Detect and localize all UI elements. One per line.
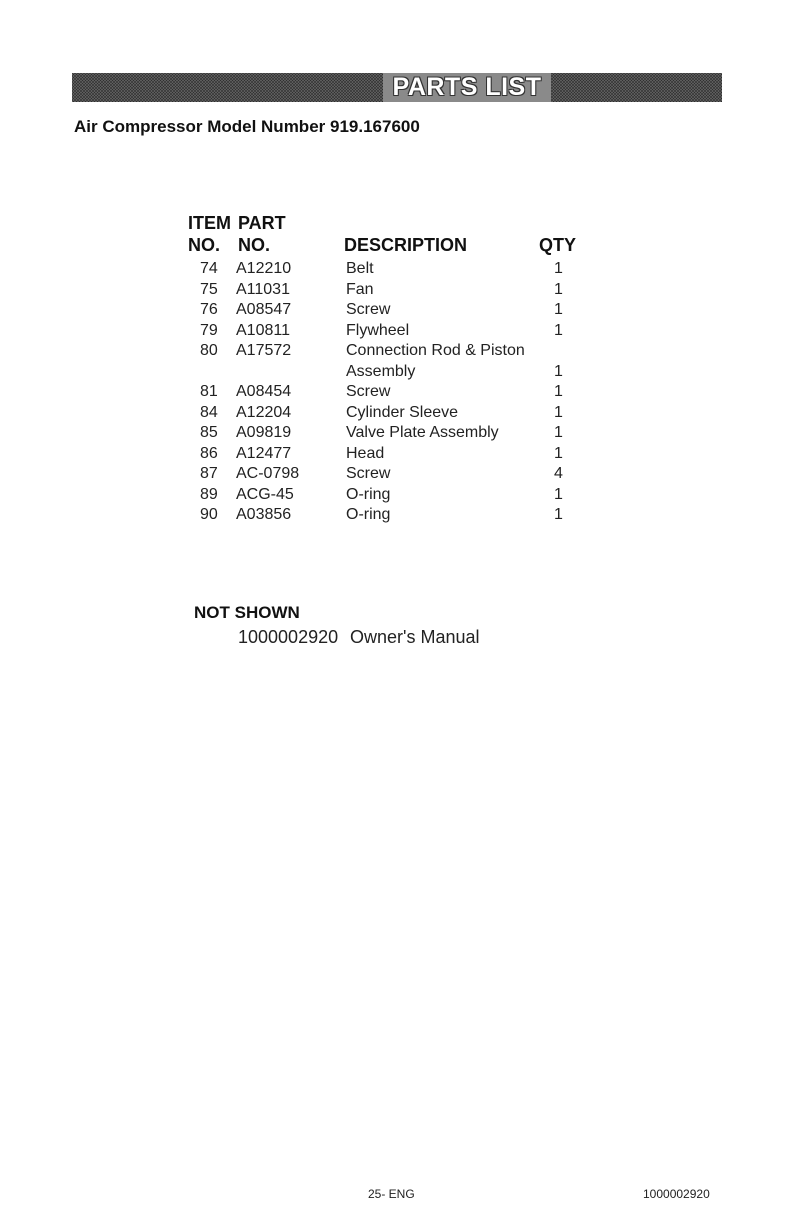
not-shown-heading: NOT SHOWN <box>194 603 300 622</box>
part-description: Flywheel <box>346 321 410 339</box>
quantity: 1 <box>554 362 563 380</box>
part-description: Connection Rod & Piston <box>346 342 525 359</box>
part-description: O-ring <box>346 506 391 523</box>
parts-list-banner <box>72 73 722 102</box>
quantity: 1 <box>554 321 563 339</box>
item-number: 74 <box>200 260 218 277</box>
part-number: A12477 <box>236 444 292 462</box>
item-number: 84 <box>200 403 218 421</box>
part-description: Belt <box>346 260 374 277</box>
item-number: 86 <box>200 444 218 462</box>
item-number: 90 <box>200 506 218 523</box>
part-description: O-ring <box>346 485 391 503</box>
quantity: 1 <box>554 383 563 400</box>
part-description: Head <box>346 444 385 462</box>
header-item-line2: NO. <box>188 235 221 255</box>
part-number: A17572 <box>236 342 292 359</box>
document-number: 1000002920 <box>643 1187 710 1201</box>
quantity: 1 <box>554 485 563 503</box>
part-number: A12204 <box>236 403 292 421</box>
part-description: Valve Plate Assembly <box>346 424 499 441</box>
quantity: 1 <box>554 280 563 298</box>
quantity: 1 <box>554 301 563 318</box>
part-description: Screw <box>346 301 391 318</box>
quantity: 1 <box>554 424 563 441</box>
banner-title: PARTS LIST <box>383 73 551 102</box>
part-number: A11031 <box>236 280 290 298</box>
part-description: Screw <box>346 465 391 482</box>
item-number: 80 <box>200 342 218 359</box>
part-number: AC-0798 <box>236 465 300 482</box>
header-qty: QTY <box>539 235 577 255</box>
not-shown-description: Owner's Manual <box>350 627 480 647</box>
item-number: 76 <box>200 301 218 318</box>
part-number: A12210 <box>236 260 292 277</box>
item-number: 89 <box>200 485 218 503</box>
part-description: Screw <box>346 383 391 400</box>
part-number: ACG-45 <box>236 485 294 503</box>
page-number: 25- ENG <box>368 1187 415 1201</box>
item-number: 85 <box>200 424 218 441</box>
model-number-heading: Air Compressor Model Number 919.167600 <box>74 117 420 136</box>
header-description: DESCRIPTION <box>344 235 468 255</box>
not-shown-part-number: 1000002920 <box>238 627 339 647</box>
quantity: 1 <box>554 260 563 277</box>
item-number: 75 <box>200 280 218 298</box>
quantity: 4 <box>554 465 563 482</box>
item-number: 87 <box>200 465 218 482</box>
part-number: A03856 <box>236 506 292 523</box>
part-number: A08547 <box>236 301 292 318</box>
header-part-line1: PART <box>238 213 286 233</box>
part-description: Cylinder Sleeve <box>346 403 459 421</box>
quantity: 1 <box>554 444 563 462</box>
item-number: 81 <box>200 383 218 400</box>
part-number: A08454 <box>236 383 292 400</box>
header-part-line2: NO. <box>238 235 271 255</box>
part-number: A10811 <box>236 321 290 339</box>
quantity: 1 <box>554 403 563 421</box>
item-number: 79 <box>200 321 218 339</box>
header-item-line1: ITEM <box>188 213 231 233</box>
part-description: Fan <box>346 280 374 298</box>
quantity: 1 <box>554 506 563 523</box>
part-number: A09819 <box>236 424 292 441</box>
part-description: Assembly <box>346 362 416 380</box>
